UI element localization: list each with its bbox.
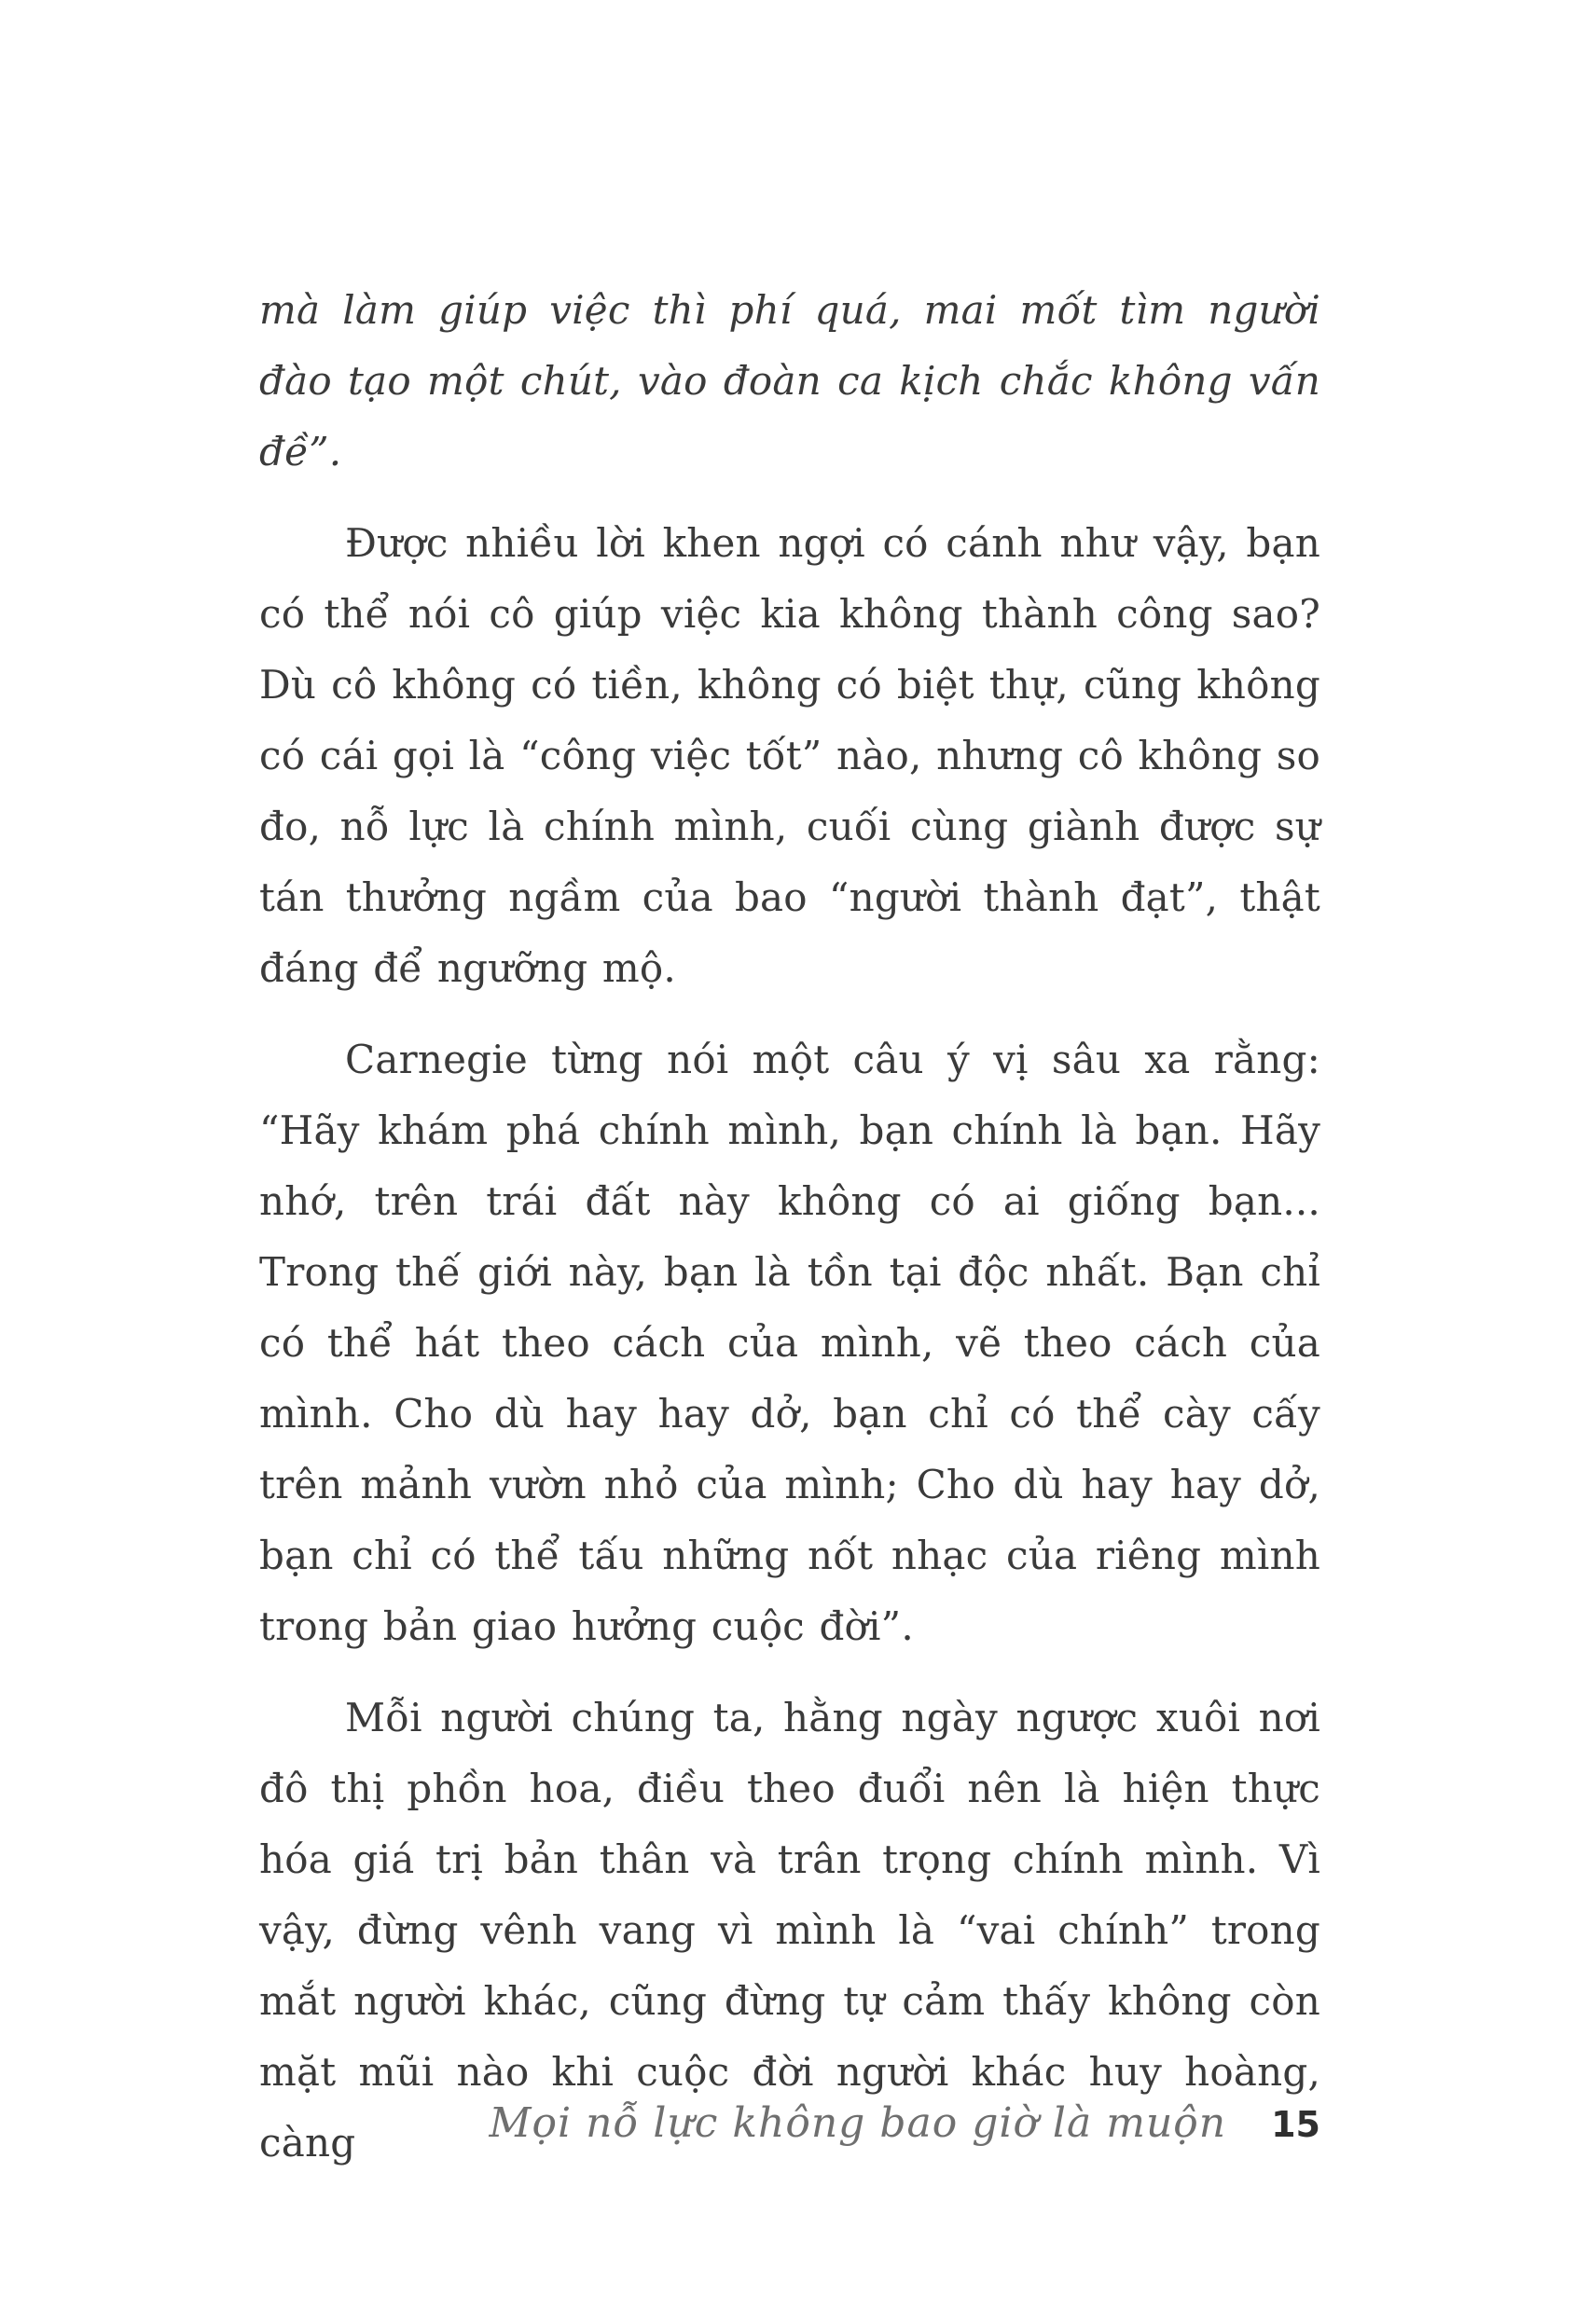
page-number: 15 <box>1271 2104 1320 2145</box>
running-footer-title: Mọi nỗ lực không bao giờ là muộn <box>489 2099 1227 2147</box>
paragraph: mà làm giúp việc thì phí quá, mai mốt tìm người đào tạo một chút, vào đoàn ca kịch chắc không vấn đề”. <box>259 287 1320 474</box>
paragraph: Mỗi người chúng ta, hằng ngày ngược xuôi nơi đô thị phồn hoa, điều theo đuổi nên là hiện thực hóa giá trị bản thân và trân trọng chính mình. Vì vậy, đừng vênh vang vì mình là “vai chính” trong mắt người khác, cũng đừng tự cảm thấy không còn mặt mũi nào khi cuộc đời người khác huy hoàng, càng <box>259 1695 1320 2166</box>
paragraph: Carnegie từng nói một câu ý vị sâu xa rằng: “Hãy khám phá chính mình, bạn chính là bạn. Hãy nhớ, trên trái đất này không có ai giống bạn... Trong thế giới này, bạn là tồn tại độc nhất. Bạn chỉ có thể hát theo cách của mình, vẽ theo cách của mình. Cho dù hay hay dở, bạn chỉ có thể cày cấy trên mảnh vườn nhỏ của mình; Cho dù hay hay dở, bạn chỉ có thể tấu những nốt nhạc của riêng mình trong bản giao hưởng cuộc đời”. <box>259 1037 1320 1649</box>
page-footer <box>259 2099 1320 2147</box>
paragraph: Được nhiều lời khen ngợi có cánh như vậy, bạn có thể nói cô giúp việc kia không thành công sao? Dù cô không có tiền, không có biệt thự, cũng không có cái gọi là “công việc tốt” nào, nhưng cô không so đo, nỗ lực là chính mình, cuối cùng giành được sự tán thưởng ngầm của bao “người thành đạt”, thật đáng để ngưỡng mộ. <box>259 520 1320 991</box>
paragraph-list <box>259 275 1320 2199</box>
